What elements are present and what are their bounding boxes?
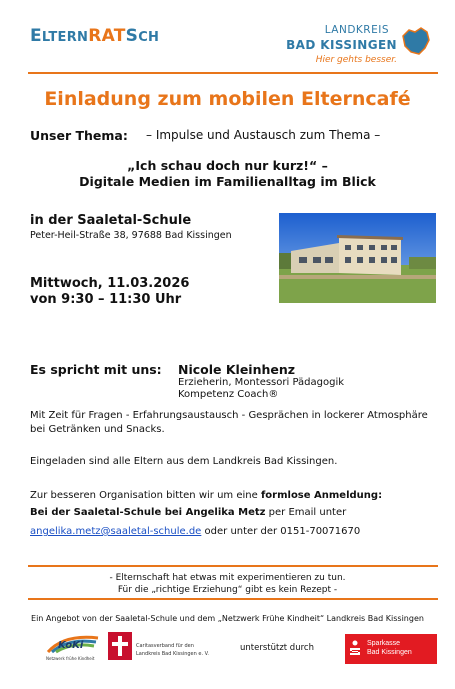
contact-rest: per Email unter: [268, 507, 347, 518]
landkreis-slogan: Hier gehts besser.: [315, 55, 397, 65]
contact-line: [30, 526, 360, 537]
landkreis-label: LANDKREIS: [324, 24, 389, 36]
landkreis-logo: [283, 20, 433, 70]
speaker-role2: Kompetenz Coach®: [178, 389, 279, 400]
quote-line2: Für die „richtige Erziehung“ gibt es kein Rezept -: [117, 585, 338, 595]
caritas-line1: Caritasverband für den: [136, 643, 194, 649]
event-time: von 9:30 – 11:30 Uhr: [30, 292, 182, 307]
map-outline-icon: [397, 24, 433, 60]
speaker-role1: Erzieherin, Montessori Pädagogik: [178, 377, 345, 388]
quote-divider-top: [28, 565, 438, 567]
koki-title: KoKi: [58, 640, 84, 651]
contact-bold: Bei der Saaletal-Schule bei Angelika Metz: [30, 507, 266, 518]
supported-by: unterstützt durch: [240, 643, 314, 653]
topic-intro: – Impulse und Austausch zum Thema –: [146, 128, 381, 142]
koki-subtitle: Netzwerk frühe Kindheit: [46, 656, 95, 661]
sparkasse-line2: Bad Kissingen: [367, 649, 412, 656]
intro-line2: bei Getränken und Snacks.: [30, 424, 165, 435]
quote-line1: - Elternschaft hat etwas mit experimentieren zu tun.: [109, 573, 346, 583]
phone-text: oder unter der 0151-70071670: [204, 526, 361, 537]
topic-label: Unser Thema:: [30, 128, 128, 143]
speaker-name: Nicole Kleinhenz: [178, 362, 296, 377]
invitation-text: Eingeladen sind alle Eltern aus dem Landkreis Bad Kissingen.: [30, 456, 338, 467]
registration-prefix: Zur besseren Organisation bitten wir um eine: [30, 490, 258, 501]
intro-line1: Mit Zeit für Fragen - Erfahrungsaustausch - Gesprächen in lockerer Atmosphäre: [30, 410, 428, 421]
caritas-cross-icon: [108, 632, 132, 660]
quote-divider-bottom: [28, 598, 438, 600]
location-name: in der Saaletal-Schule: [30, 213, 192, 228]
topic-title-line2: Digitale Medien im Familienalltag im Blick: [79, 174, 376, 189]
location-address: Peter-Heil-Straße 38, 97688 Bad Kissingen: [30, 230, 232, 241]
offer-text: Ein Angebot von der Saaletal-Schule und dem „Netzwerk Frühe Kindheit“ Landkreis Bad Kissingen: [31, 614, 424, 623]
elternratsch-logo: ELTERNRATSCH: [30, 26, 160, 46]
school-photo: [279, 213, 436, 303]
speaker-label: Es spricht mit uns:: [30, 362, 162, 377]
landkreis-name: BAD KISSINGEN: [286, 38, 397, 52]
header-divider: [28, 72, 438, 74]
registration-bold: formlose Anmeldung:: [260, 490, 383, 501]
sparkasse-logo: [345, 634, 437, 664]
email-link[interactable]: angelika.metz@saaletal-schule.de: [30, 526, 202, 537]
page-title: Einladung zum mobilen Elterncafé: [44, 88, 411, 110]
event-date: Mittwoch, 11.03.2026: [30, 276, 190, 291]
topic-title-line1: „Ich schau doch nur kurz!“ –: [127, 158, 328, 173]
sparkasse-line1: Sparkasse: [367, 640, 401, 647]
caritas-line2: Landkreis Bad Kissingen e. V.: [136, 651, 210, 657]
registration-text: [30, 490, 382, 501]
contact-text: [30, 507, 346, 518]
koki-logo: [44, 632, 102, 666]
sparkasse-s-icon: [349, 640, 361, 656]
